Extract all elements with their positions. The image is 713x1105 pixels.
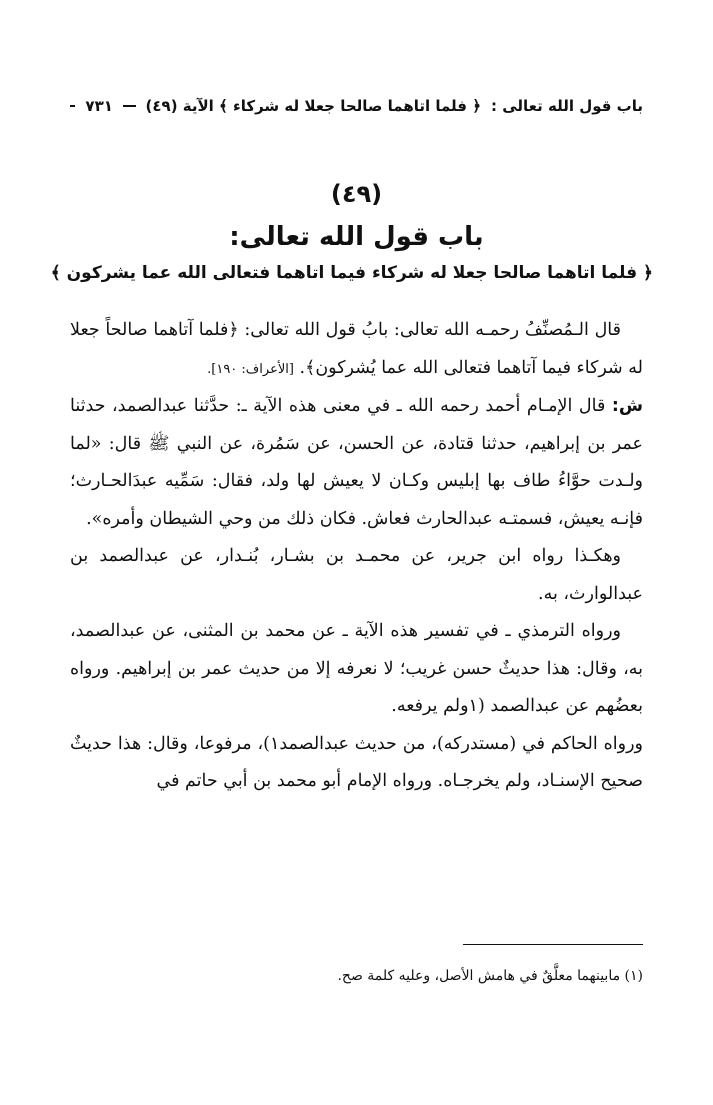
chapter-verse: ﴿ فلما اتاهما صالحا جعلا له شركاء فيما اتاهما فتعالى الله عما يشركون ﴾ — [50, 263, 653, 283]
paragraph-3: وهكـذا رواه ابن جرير، عن محمـد بن بشـار، بُنـدار، عن عبدالصمد بن عبدالوارث، به. — [70, 546, 643, 604]
header-chapter-label: باب قول الله تعالى : — [491, 97, 643, 115]
header-rule — [123, 105, 136, 107]
page-number: ٧٣١ — [85, 97, 113, 115]
paragraph-5: ورواه الحاكم في (مستدركه)، من حديث عبدالصمد١)، مرفوعا، وقال: هذا حديثٌ صحيح الإسنـاد، ولم يخرجـاه. ورواه الإمام أبو محمد بن أبي حاتم في — [70, 733, 643, 791]
chapter-number: (٤٩) — [330, 180, 383, 208]
quran-citation: [الأعراف: ١٩٠]. — [207, 361, 294, 377]
paragraph-4: ورواه الترمذي ـ في تفسير هذه الآية ـ عن محمد بن المثنى، عن عبدالصمد، به، وقال: هذا حديثٌ حسن غريب؛ لا نعرفه إلا من حديث عمر بن إبراهيم. ورواه بعضُهم عن عبدالصمد (١ولم يرفعه. — [70, 621, 643, 716]
footnote-divider — [463, 944, 643, 945]
paragraph-2 — [70, 388, 643, 538]
paragraph-2-text: قال الإمـام أحمد رحمه الله ـ في معنى هذه الآية ـ: حدَّثنا عبدالصمد، حدثنا عمر بن إبراهيم، حدثنا قتادة، عن الحسن، عن سَمُرة، عن النبي ﷺ قال: «لما ولـدت حوَّاءُ طاف بها إبليس وكـان لا يعيش لها ولد، فقال: سَمِّيه عبدَالحـارث؛ فإنـه يعيش، فسمتـه عبدالحارث فعاش. فكان ذلك من وحي الشيطان وأمره». — [70, 396, 643, 529]
header-verse-excerpt: ﴿ فلما اتاهما صالحا جعلا له شركاء ﴾ الآية (٤٩) — [145, 97, 481, 115]
running-header — [70, 92, 643, 120]
sharh-mark: ش: — [611, 396, 643, 416]
paragraph-1-text: قال الـمُصنِّفُ رحمـه الله تعالى: بابُ قول الله تعالى: ﴿فلما آتاهما صالحاً جعلا له شركاء فيما آتاهما فتعالى الله عما يُشركون﴾. — [70, 320, 643, 378]
paragraph-1 — [70, 312, 643, 388]
chapter-title: باب قول الله تعالى: — [229, 222, 484, 252]
footnote: (١) مابينهما معلَّقٌ في هامش الأصل، وعليه كلمة صح. — [337, 968, 643, 984]
body-text — [70, 312, 643, 801]
header-rule-end — [70, 105, 75, 107]
